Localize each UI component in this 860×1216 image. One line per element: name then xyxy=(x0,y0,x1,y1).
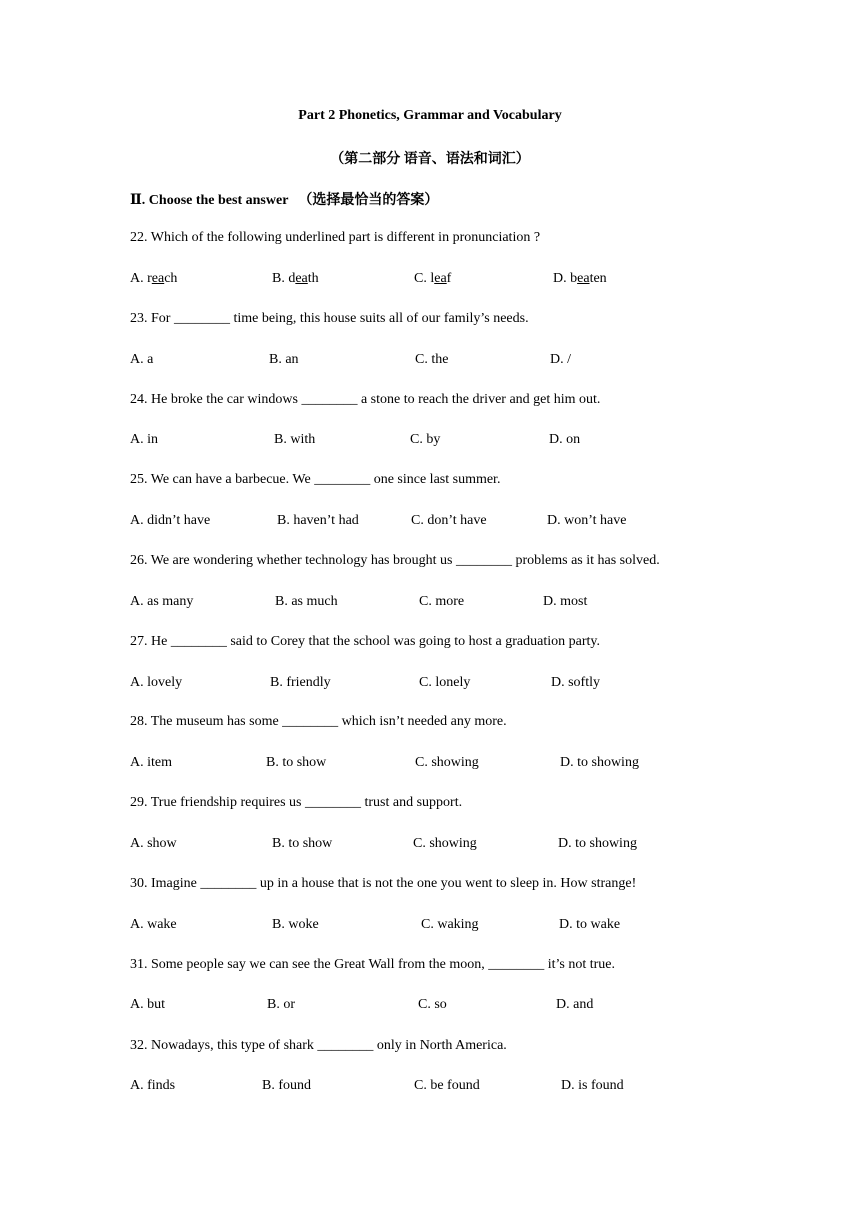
page-title: Part 2 Phonetics, Grammar and Vocabulary xyxy=(298,108,562,123)
q23-option-d[interactable]: D. / xyxy=(550,352,571,367)
q22-option-d-pre: D. b xyxy=(553,271,578,286)
q25-option-c[interactable]: C. don’t have xyxy=(411,513,487,528)
q24-option-c[interactable]: C. by xyxy=(410,432,441,447)
q28-option-b[interactable]: B. to show xyxy=(266,755,327,770)
q32-option-a[interactable]: A. finds xyxy=(130,1078,176,1093)
q30-option-d[interactable]: D. to wake xyxy=(559,917,621,932)
q22-option-c[interactable] xyxy=(414,271,451,287)
question-27: 27. He ________ said to Corey that the school was going to host a graduation party. xyxy=(130,634,600,649)
question-26: 26. We are wondering whether technology has brought us ________ problems as it has solved. xyxy=(130,553,660,568)
section-heading xyxy=(130,189,438,209)
question-23: 23. For ________ time being, this house suits all of our family’s needs. xyxy=(130,311,529,326)
question-30: 30. Imagine ________ up in a house that is not the one you went to sleep in. How strange! xyxy=(130,876,637,891)
question-29: 29. True friendship requires us ________ trust and support. xyxy=(130,795,463,810)
q27-option-d[interactable]: D. softly xyxy=(551,675,600,690)
q23-option-c[interactable]: C. the xyxy=(415,352,449,367)
page-subtitle: （第二部分 语音、语法和词汇） xyxy=(330,152,530,167)
section-label: Ⅱ. Choose the best answer xyxy=(130,193,289,208)
q24-option-d[interactable]: D. on xyxy=(549,432,581,447)
question-24: 24. He broke the car windows ________ a stone to reach the driver and get him out. xyxy=(130,392,601,407)
q29-option-c[interactable]: C. showing xyxy=(413,836,477,851)
q30-option-b[interactable]: B. woke xyxy=(272,917,319,932)
q22-option-b-underlined: ea xyxy=(295,271,308,286)
q27-option-b[interactable]: B. friendly xyxy=(270,675,331,690)
q29-option-a[interactable]: A. show xyxy=(130,836,177,851)
q22-option-c-underlined: ea xyxy=(434,271,447,286)
q23-option-a[interactable]: A. a xyxy=(130,352,154,367)
q26-option-a[interactable]: A. as many xyxy=(130,594,194,609)
q22-option-c-post: f xyxy=(446,271,452,286)
q27-option-c[interactable]: C. lonely xyxy=(419,675,471,690)
q24-option-b[interactable]: B. with xyxy=(274,432,316,447)
q26-option-c[interactable]: C. more xyxy=(419,594,465,609)
q31-option-d[interactable]: D. and xyxy=(556,997,594,1012)
q29-option-b[interactable]: B. to show xyxy=(272,836,333,851)
question-22: 22. Which of the following underlined part is different in pronunciation ? xyxy=(130,230,541,245)
q32-option-d[interactable]: D. is found xyxy=(561,1078,624,1093)
q31-option-c[interactable]: C. so xyxy=(418,997,447,1012)
q22-option-d-post: ten xyxy=(589,271,607,286)
q30-option-c[interactable]: C. waking xyxy=(421,917,479,932)
q24-option-a[interactable]: A. in xyxy=(130,432,158,447)
q22-option-d-underlined: ea xyxy=(577,271,590,286)
q29-option-d[interactable]: D. to showing xyxy=(558,836,637,851)
section-label-cn: （选择最恰当的答案） xyxy=(298,193,439,208)
q28-option-c[interactable]: C. showing xyxy=(415,755,479,770)
q26-option-d[interactable]: D. most xyxy=(543,594,588,609)
q22-option-b[interactable] xyxy=(272,271,319,287)
q22-option-d[interactable] xyxy=(553,271,607,287)
question-31: 31. Some people say we can see the Great Wall from the moon, ________ it’s not true. xyxy=(130,957,616,972)
q22-option-b-pre: B. d xyxy=(272,271,296,286)
q28-option-d[interactable]: D. to showing xyxy=(560,755,639,770)
q27-option-a[interactable]: A. lovely xyxy=(130,675,183,690)
q22-option-b-post: th xyxy=(307,271,319,286)
q31-option-a[interactable]: A. but xyxy=(130,997,165,1012)
q23-option-b[interactable]: B. an xyxy=(269,352,299,367)
q32-option-c[interactable]: C. be found xyxy=(414,1078,480,1093)
q22-option-a-underlined: ea xyxy=(151,271,165,286)
q25-option-a[interactable]: A. didn’t have xyxy=(130,513,211,528)
q22-option-a-pre: A. r xyxy=(130,271,152,286)
q22-option-c-pre: C. l xyxy=(414,271,435,286)
question-32: 32. Nowadays, this type of shark ________ only in North America. xyxy=(130,1038,507,1053)
q25-option-d[interactable]: D. won’t have xyxy=(547,513,627,528)
q22-option-a[interactable] xyxy=(130,271,177,287)
q28-option-a[interactable]: A. item xyxy=(130,755,172,770)
q31-option-b[interactable]: B. or xyxy=(267,997,295,1012)
question-28: 28. The museum has some ________ which isn’t needed any more. xyxy=(130,714,507,729)
q30-option-a[interactable]: A. wake xyxy=(130,917,177,932)
q26-option-b[interactable]: B. as much xyxy=(275,594,338,609)
q32-option-b[interactable]: B. found xyxy=(262,1078,311,1093)
question-25: 25. We can have a barbecue. We ________ one since last summer. xyxy=(130,472,501,487)
q22-option-a-post: ch xyxy=(164,271,178,286)
q25-option-b[interactable]: B. haven’t had xyxy=(277,513,359,528)
